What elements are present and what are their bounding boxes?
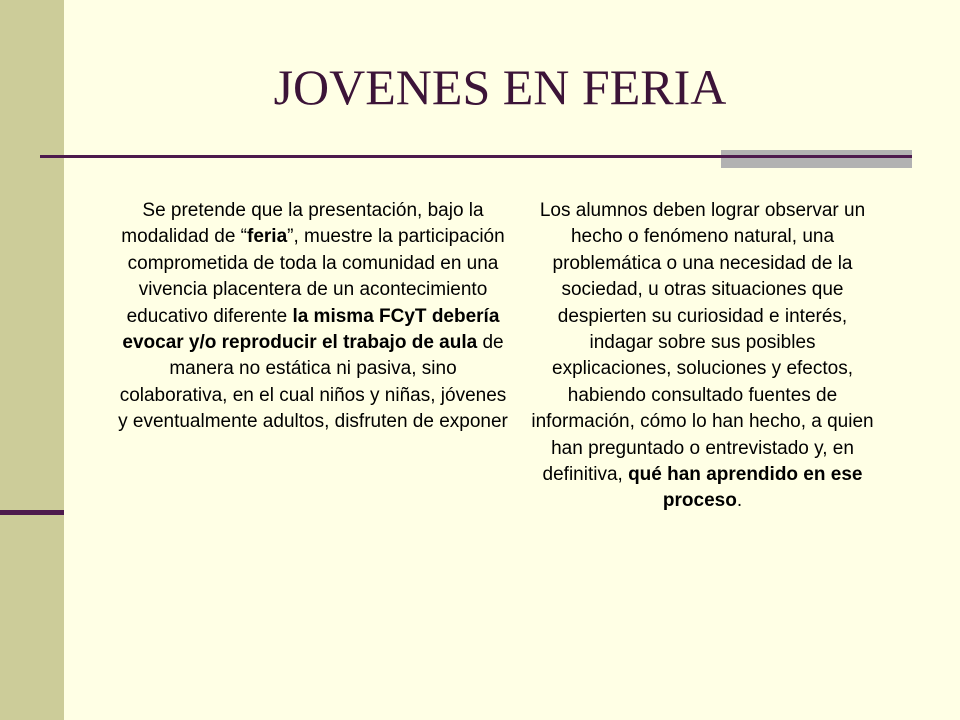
title-underline-gray-bar [721, 150, 912, 168]
left-column-text [118, 198, 508, 436]
left-text-part-2: ”, muestre la participación comprometida de toda la comunidad en una vivencia placentera de un acontecimiento educativo diferente [126, 226, 505, 327]
slide-title: JOVENES EN FERIA [273, 59, 727, 115]
right-text-part-2: . [736, 490, 743, 512]
right-text-part-1: Los alumnos deben lograr observar un hecho o fenómeno natural, una problemática o una necesidad de la sociedad, u otras situaciones que despierten su curiosidad e interés, indagar sobre sus posibles explicaciones, soluciones y efectos, habiendo consultado fuentes de información, cómo lo han hecho, a quien han preguntado o entrevistado y, en definitiva, [531, 200, 874, 486]
left-text-part-3: de manera no estática ni pasiva, sino colaborativa, en el cual niños y niñas, jóvenes y eventualmente adultos, disfruten de exponer [118, 332, 508, 433]
right-column-text [530, 198, 875, 515]
left-text-part-1: Se pretende que la presentación, bajo la modalidad de “ [121, 200, 484, 248]
left-band-accent-line [0, 510, 64, 515]
left-text-bold-1: feria [247, 226, 288, 248]
right-text-bold-1: qué han aprendido en ese proceso [628, 464, 863, 512]
left-text-bold-2: la misma FCyT debería evocar y/o reproducir el trabajo de aula [122, 305, 500, 354]
